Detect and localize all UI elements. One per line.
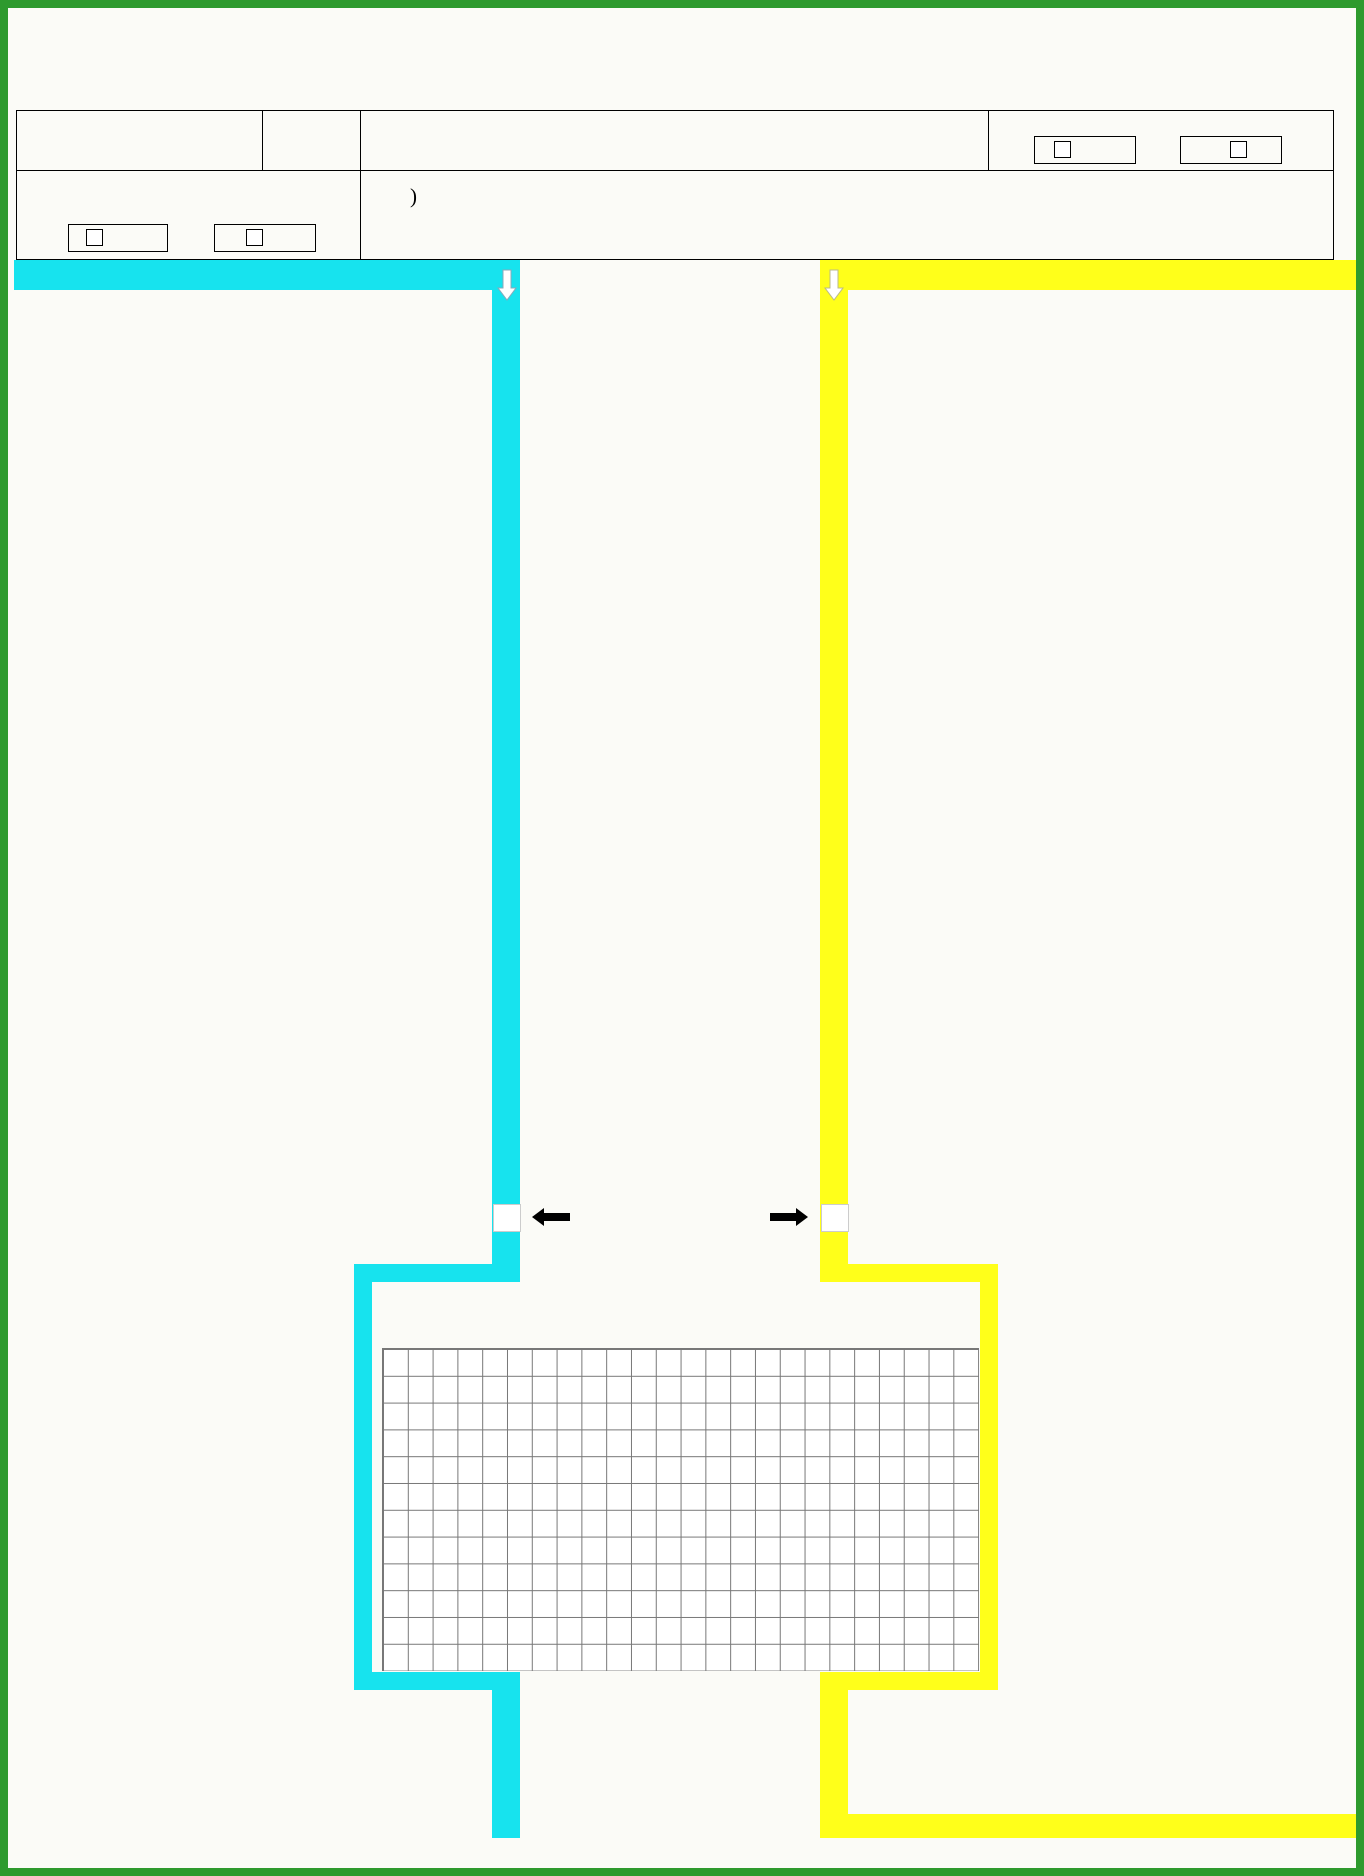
down-arrow-icon bbox=[497, 270, 517, 302]
sketch-frame-left bbox=[354, 1264, 372, 1690]
vehicle-a-bottom-band bbox=[492, 1672, 520, 1838]
other-damage-no-checkbox[interactable] bbox=[86, 229, 103, 246]
other-damage-yes-checkbox[interactable] bbox=[246, 229, 263, 246]
field-witnesses[interactable]: ) bbox=[410, 184, 417, 208]
vehicle-b-header-bar bbox=[820, 260, 1356, 290]
sketch-frame-right bbox=[980, 1264, 998, 1690]
count-box-a[interactable] bbox=[493, 1204, 521, 1232]
vehicle-a-header-bar bbox=[14, 260, 520, 290]
injured-yes-checkbox[interactable] bbox=[1230, 141, 1247, 158]
down-arrow-icon bbox=[824, 270, 844, 302]
count-box-b[interactable] bbox=[821, 1204, 849, 1232]
sketch-frame-left-top bbox=[354, 1264, 520, 1282]
arrow-right-icon bbox=[770, 1208, 808, 1226]
vehicle-a-column-band bbox=[492, 260, 520, 1282]
sketch-grid[interactable] bbox=[382, 1348, 979, 1671]
vehicle-b-footer-bar bbox=[820, 1814, 1356, 1838]
injured-no-checkbox[interactable] bbox=[1054, 141, 1071, 158]
vehicle-b-column-band bbox=[820, 260, 848, 1282]
arrow-left-icon bbox=[532, 1208, 570, 1226]
accident-report-form bbox=[8, 8, 1356, 1868]
sketch-frame-right-top bbox=[820, 1264, 998, 1282]
